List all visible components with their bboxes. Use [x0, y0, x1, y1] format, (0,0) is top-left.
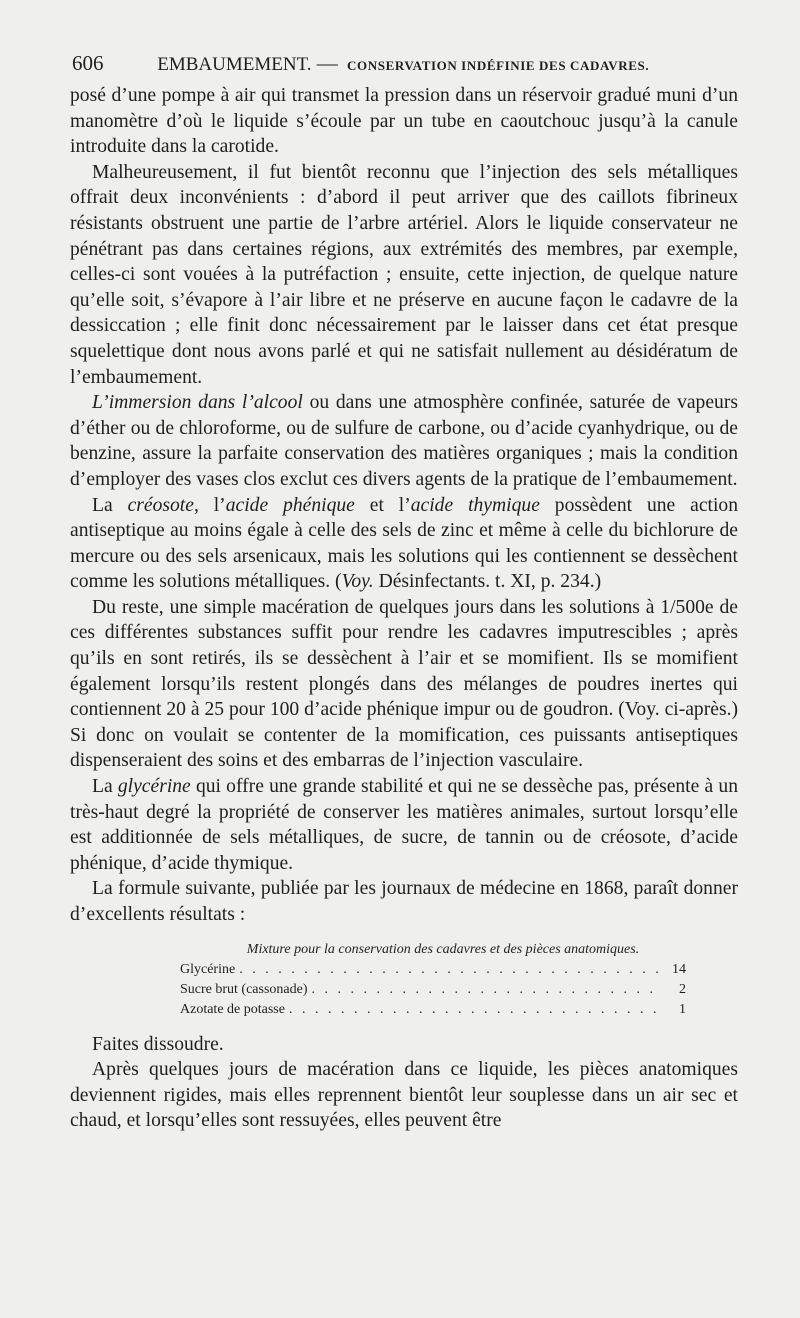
- paragraph-8: Faites dissoudre.: [92, 1033, 224, 1055]
- recipe-quantity: 1: [679, 1001, 686, 1017]
- running-header: [72, 48, 742, 78]
- recipe-ingredient: Sucre brut (cassonade): [180, 981, 308, 997]
- emphasis-acide-phenique: acide phénique: [225, 494, 355, 516]
- emphasis-glycerine: glycérine: [117, 776, 191, 798]
- p4-text-e: Désinfectants. t. XI, p. 234.): [373, 571, 602, 593]
- recipe-row: [180, 960, 686, 980]
- p4-text-c: et l’: [354, 494, 411, 516]
- p6-text-a: La: [92, 776, 118, 798]
- leader-dots: [312, 980, 660, 1000]
- recipe-ingredient: Glycérine: [180, 961, 236, 977]
- body-text: [70, 83, 738, 1134]
- paragraph-9: Après quelques jours de macération dans ce liquide, les pièces anatomiques deviennent rigides, mais elles reprennent bientôt leur souplesse dans un air sec et chaud, et lorsqu’elles sont ressuyées, elles peuvent être: [70, 1059, 738, 1132]
- recipe-row: [180, 980, 686, 1000]
- recipe-quantity: 2: [679, 981, 686, 997]
- header-separator: —: [316, 51, 338, 75]
- paragraph-1: posé d’une pompe à air qui transmet la pression dans un réservoir gradué muni d’un manomètre d’où le liquide s’écoule par un tube en caoutchouc jusqu’à la canule introduite dans la carotide.: [70, 85, 738, 158]
- paragraph-7: La formule suivante, publiée par les journaux de médecine en 1868, paraît donner d’excellents résultats :: [70, 878, 738, 925]
- paragraph-4: [70, 493, 738, 595]
- recipe-table: [180, 940, 686, 1020]
- recipe-caption: Mixture pour la conservation des cadavres et des pièces anatomiques.: [246, 941, 640, 957]
- recipe-ingredient: Azotate de potasse: [180, 1001, 285, 1017]
- emphasis-creosote: créosote: [127, 494, 194, 516]
- paragraph-2: Malheureusement, il fut bientôt reconnu que l’injection des sels métalliques offrait deux inconvénients : d’abord il peut arriver que des caillots fibrineux résistants obstruent une partie de l’arbre artériel. Alors le liquide conservateur ne pénétrant pas dans certaines régions, aux extrémités des membres, par exemple, celles-ci sont vouées à la putréfaction ; ensuite, cette injection, de quelque nature qu’elle soit, s’évapore à l’air libre et ne préserve en aucune façon le cadavre de la dessiccation ; elle finit donc nécessairement par le laisser dans cet état presque squelettique dont nous avons parlé et qui ne satisfait nullement au désidératum de l’embaumement.: [70, 161, 738, 388]
- running-subtitle: CONSERVATION INDÉFINIE DES CADAVRES.: [347, 58, 650, 73]
- emphasis-immersion: L’immersion dans l’alcool: [92, 392, 303, 414]
- page-number: 606: [72, 51, 104, 75]
- emphasis-voy: Voy.: [341, 571, 374, 593]
- p4-text-d: possèdent une action antiseptique au moins égale à celle des sels de zinc et même à celle du bichlorure de mercure ou des sels arsenicaux, mais les solutions qui les contiennent se dessèchent comme les solutions métalliques. (: [70, 494, 738, 593]
- leader-dots: [239, 960, 660, 980]
- paragraph-3-text: ou dans une atmosphère confinée, saturée de vapeurs d’éther ou de chloroforme, ou de sulfure de carbone, ou d’acide cyanhydrique, ou de benzine, assure la parfaite conservation des matières organiques ; mais la condition d’employer des vases clos exclut ces divers agents de la pratique de l’embaumement.: [70, 392, 739, 490]
- paragraph-5: Du reste, une simple macération de quelques jours dans les solutions à 1/500e de ces différentes substances suffit pour rendre les cadavres imputrescibles ; après qu’ils en sont retirés, ils se dessèchent à l’air et se momifient. Ils se momifient également lorsqu’ils restent plongés dans des mélanges de poudres inertes qui contiennent 20 à 25 pour 100 d’acide phénique impur ou de goudron. (Voy. ci-après.) Si donc on voulait se contenter de la momification, ces puissants antiseptiques dispenseraient des soins et des embarras de l’injection vasculaire.: [70, 596, 738, 772]
- p4-text-a: La: [92, 494, 128, 516]
- recipe-row: [180, 1000, 686, 1020]
- paragraph-3: [70, 390, 738, 492]
- running-title: EMBAUMEMENT.: [157, 54, 312, 75]
- p6-text-b: qui offre une grande stabilité et qui ne se dessèche pas, présente à un très-haut degré la propriété de conserver les matières animales, surtout lorsqu’elle est additionnée de sels métalliques, de sucre, de tannin ou de créosote, d’acide phénique, d’acide thymique.: [70, 776, 738, 874]
- paragraph-6: [70, 774, 738, 876]
- emphasis-acide-thymique: acide thymique: [410, 494, 540, 516]
- leader-dots: [289, 1000, 660, 1020]
- recipe-quantity: 14: [672, 961, 686, 977]
- p4-text-b: , l’: [193, 494, 226, 516]
